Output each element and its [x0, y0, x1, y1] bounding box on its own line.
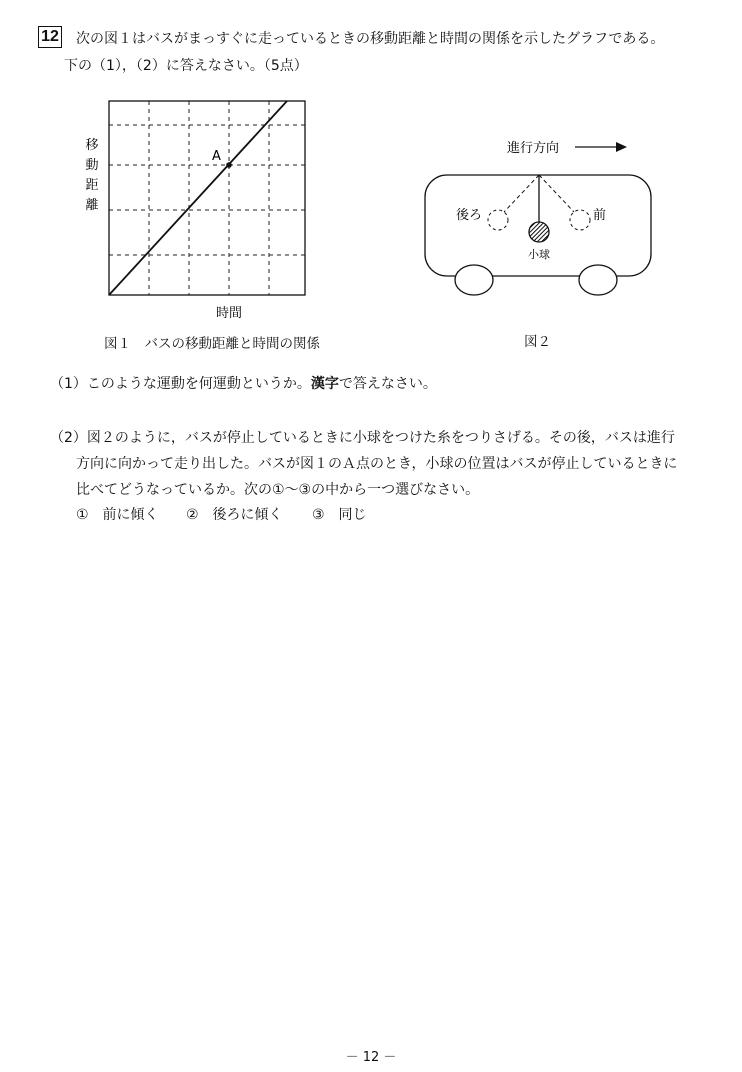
question-intro-line2: 下の（1），（2）に答えなさい。（5点） [64, 58, 308, 74]
figure2-caption: 図２ [524, 334, 551, 350]
ylabel-char: 離 [85, 198, 99, 213]
small-ball [529, 222, 549, 242]
q1-prefix: （1）このような運動を何運動というか。 [50, 376, 311, 392]
ylabel-char: 動 [85, 158, 99, 173]
q2-line1: （2）図２のように，バスが停止しているときに小球をつけた糸をつりさげる。その後，バスは進行 [50, 430, 675, 446]
bus-wheel-rear [455, 265, 493, 295]
question-intro-line1: 次の図１はバスがまっすぐに走っているときの移動距離と時間の関係を示したグラフである。 [76, 31, 665, 47]
direction-arrow-icon [616, 142, 627, 152]
distance-time-graph [80, 95, 320, 325]
distance-time-line [109, 101, 287, 295]
back-label: 後ろ [456, 208, 483, 223]
q1-suffix: で答えなさい。 [338, 376, 437, 392]
graph-grid [109, 101, 305, 295]
ylabel-char: 距 [85, 178, 99, 193]
q2-choice-2: ② 後ろに傾く [186, 507, 283, 523]
front-label: 前 [593, 208, 607, 223]
q2-line2: 方向に向かって走り出した。バスが図１のＡ点のとき，小球の位置はバスが停止しているときに [76, 456, 678, 472]
q2-line3: 比べてどうなっているか。次の①～③の中から一つ選びなさい。 [76, 482, 480, 498]
graph-frame [109, 101, 305, 295]
point-a-label: A [212, 149, 221, 164]
q2-choice-1: ① 前に傾く [76, 507, 159, 523]
q1-text [50, 373, 437, 393]
figure1-caption: 図１ バスの移動距離と時間の関係 [104, 336, 320, 352]
direction-label: 進行方向 [507, 141, 560, 156]
q1-bold: 漢字 [310, 376, 339, 392]
bus-wheel-front [579, 265, 617, 295]
ylabel-char: 移 [85, 138, 99, 153]
xlabel: 時間 [215, 306, 243, 321]
ball-label: 小球 [528, 248, 550, 261]
q2-choice-3: ③ 同じ [312, 507, 367, 523]
point-a-marker [226, 162, 232, 168]
question-number: 12 [38, 26, 62, 48]
page-number: － 12 － [345, 1050, 397, 1065]
bus-pendulum-figure [415, 130, 665, 305]
